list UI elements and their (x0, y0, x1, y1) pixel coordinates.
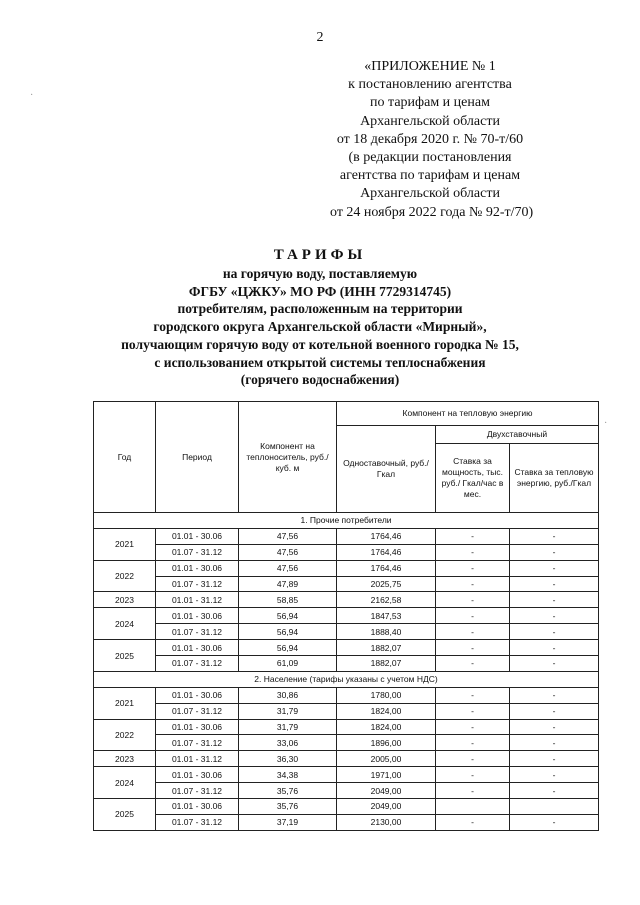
section-title: 2. Население (тарифы указаны с учетом НДС) (94, 671, 599, 687)
period-cell: 01.07 - 31.12 (156, 703, 239, 719)
table-row (94, 799, 599, 815)
carrier-cell: 33,06 (239, 735, 337, 751)
one-rate-cell: 1764,46 (337, 560, 436, 576)
one-rate-cell: 2049,00 (337, 799, 436, 815)
table-row (94, 640, 599, 656)
energy-cell: - (510, 735, 599, 751)
capacity-cell (436, 799, 510, 815)
header-period: Период (156, 402, 239, 513)
table-row (94, 735, 599, 751)
energy-cell: - (510, 608, 599, 624)
energy-cell (510, 799, 599, 815)
carrier-cell: 56,94 (239, 624, 337, 640)
period-cell: 01.01 - 30.06 (156, 687, 239, 703)
year-cell: 2022 (94, 560, 156, 592)
table-body (94, 513, 599, 831)
energy-cell: - (510, 783, 599, 799)
tariff-table (93, 401, 599, 831)
year-cell: 2024 (94, 608, 156, 640)
energy-cell: - (510, 560, 599, 576)
period-cell: 01.07 - 31.12 (156, 735, 239, 751)
appendix-block (330, 58, 534, 222)
carrier-cell: 58,85 (239, 592, 337, 608)
period-cell: 01.07 - 31.12 (156, 576, 239, 592)
one-rate-cell: 1824,00 (337, 719, 436, 735)
period-cell: 01.07 - 31.12 (156, 656, 239, 672)
period-cell: 01.01 - 30.06 (156, 719, 239, 735)
appendix-line: Архангельской области (360, 113, 500, 129)
title-block (0, 246, 640, 389)
energy-cell: - (510, 528, 599, 544)
appendix-line: к постановлению агентства (348, 77, 512, 93)
year-cell: 2024 (94, 767, 156, 799)
table-row (94, 528, 599, 544)
appendix-line: Архангельской области (360, 186, 500, 202)
header-year: Год (94, 402, 156, 513)
energy-cell: - (510, 767, 599, 783)
one-rate-cell: 1847,53 (337, 608, 436, 624)
table-row (94, 703, 599, 719)
energy-cell: - (510, 687, 599, 703)
capacity-cell: - (436, 544, 510, 560)
year-cell: 2023 (94, 592, 156, 608)
table-row (94, 656, 599, 672)
period-cell: 01.01 - 30.06 (156, 767, 239, 783)
one-rate-cell: 1971,00 (337, 767, 436, 783)
carrier-cell: 35,76 (239, 799, 337, 815)
header-one-rate: Одноставочный, руб./Гкал (337, 426, 436, 513)
one-rate-cell: 1764,46 (337, 528, 436, 544)
period-cell: 01.07 - 31.12 (156, 624, 239, 640)
energy-cell: - (510, 719, 599, 735)
table-row (94, 576, 599, 592)
one-rate-cell: 1824,00 (337, 703, 436, 719)
title-line: городского округа Архангельской области «Мирный», (153, 319, 487, 335)
capacity-cell: - (436, 656, 510, 672)
appendix-line: по тарифам и ценам (370, 95, 490, 111)
energy-cell: - (510, 751, 599, 767)
capacity-cell: - (436, 576, 510, 592)
document-title: ТАРИФЫ (273, 247, 367, 263)
carrier-cell: 47,89 (239, 576, 337, 592)
title-line: на горячую воду, поставляемую (222, 266, 418, 281)
one-rate-cell: 1780,00 (337, 687, 436, 703)
energy-cell: - (510, 544, 599, 560)
period-cell: 01.01 - 30.06 (156, 608, 239, 624)
appendix-line: агентства по тарифам и ценам (339, 168, 521, 184)
year-cell: 2025 (94, 799, 156, 831)
capacity-cell: - (436, 767, 510, 783)
capacity-cell: - (436, 640, 510, 656)
one-rate-cell: 1764,46 (337, 544, 436, 560)
section-title: 1. Прочие потребители (94, 513, 599, 529)
table-row (94, 687, 599, 703)
period-cell: 01.01 - 31.12 (156, 751, 239, 767)
carrier-cell: 35,76 (239, 783, 337, 799)
one-rate-cell: 1888,40 (337, 624, 436, 640)
page-number: 2 (316, 30, 324, 45)
capacity-cell: - (436, 783, 510, 799)
year-cell: 2022 (94, 719, 156, 751)
appendix-line: от 24 ноября 2022 года № 92-т/70) (330, 204, 534, 220)
one-rate-cell: 1896,00 (337, 735, 436, 751)
capacity-cell: - (436, 703, 510, 719)
energy-cell: - (510, 703, 599, 719)
scan-speck: · (30, 90, 34, 101)
one-rate-cell: 2162,58 (337, 592, 436, 608)
carrier-cell: 47,56 (239, 560, 337, 576)
table-row (94, 560, 599, 576)
carrier-cell: 34,38 (239, 767, 337, 783)
period-cell: 01.01 - 30.06 (156, 640, 239, 656)
header-two-rate: Двухставочный (436, 426, 599, 444)
table-row (94, 624, 599, 640)
capacity-cell: - (436, 735, 510, 751)
one-rate-cell: 2025,75 (337, 576, 436, 592)
period-cell: 01.07 - 31.12 (156, 783, 239, 799)
one-rate-cell: 1882,07 (337, 640, 436, 656)
title-line: (горячего водоснабжения) (240, 372, 400, 388)
carrier-cell: 37,19 (239, 814, 337, 830)
period-cell: 01.01 - 30.06 (156, 560, 239, 576)
carrier-cell: 36,30 (239, 751, 337, 767)
energy-cell: - (510, 624, 599, 640)
table-row (94, 592, 599, 608)
table-row (94, 767, 599, 783)
energy-cell: - (510, 656, 599, 672)
capacity-cell: - (436, 528, 510, 544)
energy-cell: - (510, 592, 599, 608)
one-rate-cell: 2049,00 (337, 783, 436, 799)
capacity-cell: - (436, 719, 510, 735)
capacity-cell: - (436, 624, 510, 640)
scan-speck: · (604, 418, 608, 429)
year-cell: 2021 (94, 687, 156, 719)
appendix-line: от 18 декабря 2020 г. № 70-т/60 (336, 131, 524, 147)
one-rate-cell: 2130,00 (337, 814, 436, 830)
carrier-cell: 47,56 (239, 544, 337, 560)
carrier-cell: 56,94 (239, 640, 337, 656)
table-row (94, 814, 599, 830)
period-cell: 01.07 - 31.12 (156, 544, 239, 560)
title-line: ФГБУ «ЦЖКУ» МО РФ (ИНН 7729314745) (188, 283, 452, 299)
carrier-cell: 61,09 (239, 656, 337, 672)
capacity-cell: - (436, 560, 510, 576)
table-row (94, 544, 599, 560)
capacity-cell: - (436, 751, 510, 767)
one-rate-cell: 2005,00 (337, 751, 436, 767)
energy-cell: - (510, 814, 599, 830)
appendix-line: «ПРИЛОЖЕНИЕ № 1 (364, 59, 496, 74)
carrier-cell: 31,79 (239, 719, 337, 735)
table-row (94, 783, 599, 799)
title-line: получающим горячую воду от котельной военного городка № 15, (121, 336, 519, 352)
carrier-cell: 31,79 (239, 703, 337, 719)
header-energy-rate: Ставка за тепловую энергию, руб./Гкал (510, 444, 599, 513)
year-cell: 2021 (94, 528, 156, 560)
carrier-cell: 47,56 (239, 528, 337, 544)
header-component-energy: Компонент на тепловую энергию (337, 402, 599, 426)
period-cell: 01.01 - 30.06 (156, 799, 239, 815)
table-row (94, 719, 599, 735)
header-component-carrier: Компонент на теплоноситель, руб./куб. м (239, 402, 337, 513)
capacity-cell: - (436, 687, 510, 703)
year-cell: 2023 (94, 751, 156, 767)
capacity-cell: - (436, 608, 510, 624)
capacity-cell: - (436, 592, 510, 608)
period-cell: 01.01 - 31.12 (156, 592, 239, 608)
year-cell: 2025 (94, 640, 156, 672)
table-row (94, 608, 599, 624)
header-capacity-rate: Ставка за мощность, тыс. руб./ Гкал/час в мес. (436, 444, 510, 513)
table-header (94, 402, 599, 513)
title-line: с использованием открытой системы теплоснабжения (154, 354, 486, 370)
period-cell: 01.07 - 31.12 (156, 814, 239, 830)
appendix-line: (в редакции постановления (348, 150, 512, 166)
title-line: потребителям, расположенным на территории (177, 301, 463, 317)
energy-cell: - (510, 576, 599, 592)
carrier-cell: 56,94 (239, 608, 337, 624)
carrier-cell: 30,86 (239, 687, 337, 703)
period-cell: 01.01 - 30.06 (156, 528, 239, 544)
capacity-cell: - (436, 814, 510, 830)
one-rate-cell: 1882,07 (337, 656, 436, 672)
energy-cell: - (510, 640, 599, 656)
table-row (94, 751, 599, 767)
